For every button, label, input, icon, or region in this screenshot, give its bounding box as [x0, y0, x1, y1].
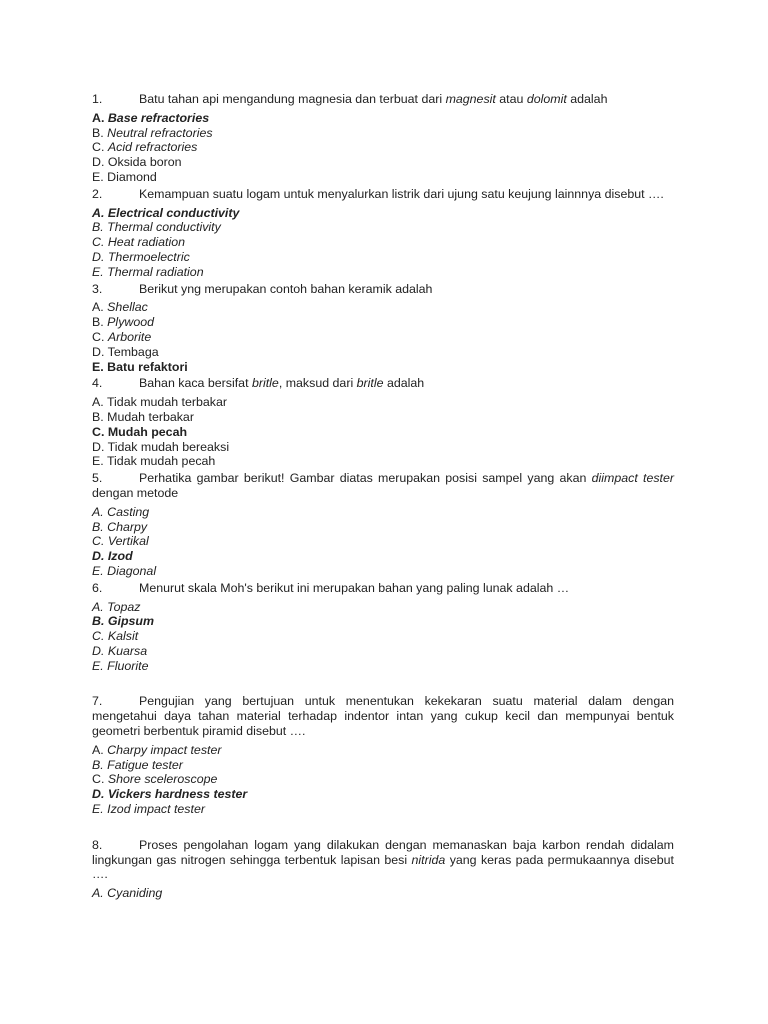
option-c: C. Kalsit	[92, 629, 139, 644]
option-e: E. Diamond	[92, 169, 157, 184]
option-c: C. Vertikal	[92, 534, 149, 549]
option-e: E. Tidak mudah pecah	[92, 454, 216, 469]
option-e: E. Batu refaktori	[92, 359, 188, 374]
option-a: A. Shellac	[92, 300, 148, 315]
spacer	[92, 819, 674, 838]
options-list	[92, 300, 674, 374]
question-2	[92, 187, 674, 280]
option-b: B. Mudah terbakar	[92, 409, 194, 424]
question-8	[92, 838, 674, 901]
question-1	[92, 92, 674, 185]
option-d: D. Thermoelectric	[92, 249, 190, 264]
option-a: A. Charpy impact tester	[92, 742, 222, 757]
options-list	[92, 600, 674, 674]
question-number: 7.	[92, 694, 103, 709]
question-5	[92, 471, 674, 579]
option-d: D. Kuarsa	[92, 643, 148, 658]
option-c: C. Heat radiation	[92, 235, 186, 250]
option-d: D. Oksida boron	[92, 155, 182, 170]
option-d: D. Izod	[92, 549, 133, 564]
option-e: E. Diagonal	[92, 563, 157, 578]
question-number: 5.	[92, 471, 103, 486]
question-number: 3.	[92, 281, 103, 296]
question-text: 5. Perhatika gambar berikut! Gambar diatas merupakan posisi sampel yang akan diimpact tester dengan metode	[92, 471, 674, 500]
option-e: E. Fluorite	[92, 658, 149, 673]
question-text: 3. Berikut yng merupakan contoh bahan keramik adalah	[92, 281, 433, 296]
question-text: 8. Proses pengolahan logam yang dilakukan dengan memanaskan baja karbon rendah didalam lingkungan gas nitrogen sehingga terbentuk lapisan besi nitrida yang keras pada permukaannya disebut ….	[92, 837, 674, 882]
options-list	[92, 395, 674, 469]
question-text: 2. Kemampuan suatu logam untuk menyalurkan listrik dari ujung satu keujung lainnnya disebut ….	[92, 186, 664, 201]
options-list	[92, 206, 674, 280]
option-e: E. Thermal radiation	[92, 264, 204, 279]
question-7	[92, 694, 674, 816]
options-list	[92, 505, 674, 579]
option-c: C. Mudah pecah	[92, 424, 188, 439]
options-list	[92, 111, 674, 185]
question-number: 8.	[92, 837, 103, 852]
question-3	[92, 282, 674, 375]
option-a: A. Casting	[92, 504, 150, 519]
quiz-document	[92, 92, 674, 903]
question-number: 4.	[92, 376, 103, 391]
option-c: C. Acid refractories	[92, 140, 198, 155]
option-b: B. Neutral refractories	[92, 125, 213, 140]
option-b: B. Thermal conductivity	[92, 220, 221, 235]
option-a: A. Electrical conductivity	[92, 205, 240, 220]
question-6	[92, 581, 674, 674]
question-text: 7. Pengujian yang bertujuan untuk menentukan kekekaran suatu material dalam dengan mengetahui daya tahan material terhadap indentor intan yang cukup kecil dan mempunyai bentuk geometri berbentuk piramid disebut ….	[92, 694, 674, 739]
option-b: B. Fatigue tester	[92, 757, 183, 772]
option-a: A. Topaz	[92, 599, 141, 614]
question-text: 1. Batu tahan api mengandung magnesia dan terbuat dari magnesit atau dolomit adalah	[92, 92, 608, 106]
option-b: B. Plywood	[92, 315, 155, 330]
options-list	[92, 886, 674, 901]
option-a: A. Tidak mudah terbakar	[92, 395, 228, 410]
options-list	[92, 743, 674, 817]
option-a: A. Cyaniding	[92, 886, 163, 901]
question-number: 6.	[92, 580, 103, 595]
question-text: 4. Bahan kaca bersifat britle, maksud dari britle adalah	[92, 376, 425, 391]
option-c: C. Arborite	[92, 329, 152, 344]
spacer	[92, 675, 674, 694]
option-d: D. Tembaga	[92, 344, 159, 359]
option-b: B. Charpy	[92, 519, 148, 534]
option-b: B. Gipsum	[92, 614, 154, 629]
option-d: D. Tidak mudah bereaksi	[92, 439, 230, 454]
question-number: 2.	[92, 186, 103, 201]
option-d: D. Vickers hardness tester	[92, 787, 248, 802]
question-text: 6. Menurut skala Moh's berikut ini merupakan bahan yang paling lunak adalah …	[92, 580, 570, 595]
question-4	[92, 376, 674, 469]
option-a: A. Base refractories	[92, 110, 210, 125]
option-e: E. Izod impact tester	[92, 802, 205, 817]
question-number: 1.	[92, 92, 103, 106]
option-c: C. Shore sceleroscope	[92, 772, 218, 787]
